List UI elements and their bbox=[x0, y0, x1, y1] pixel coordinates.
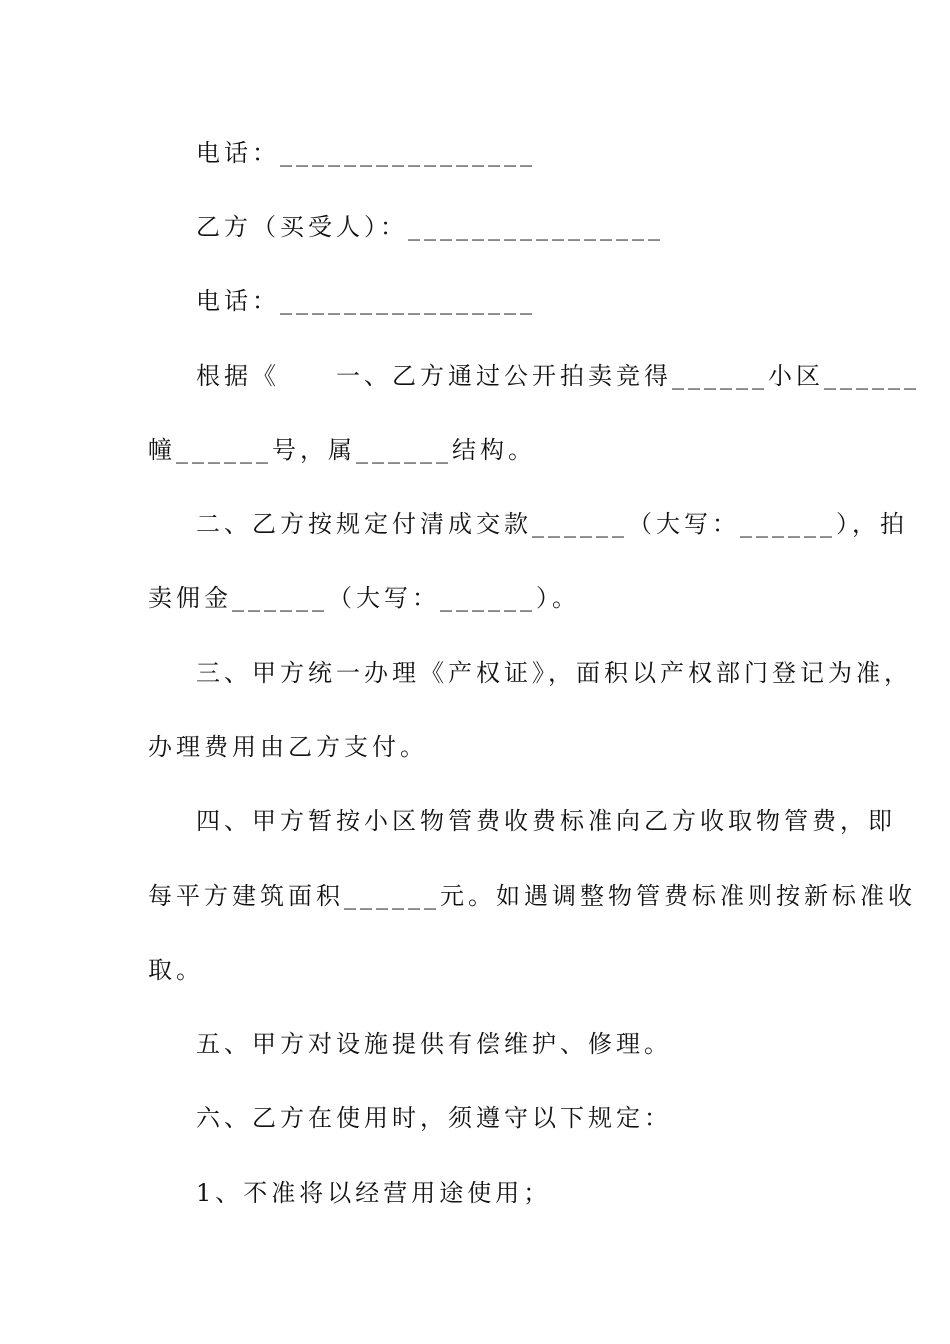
buyer-phone-line: 电话：________________ bbox=[196, 287, 536, 315]
clause-4-line-1: 四、甲方暂按小区物管费收费标准向乙方收取物管费，即 bbox=[196, 807, 896, 835]
clause-1-line-2: 幢______号，属______结构。 bbox=[148, 436, 536, 464]
clause-6-line: 六、乙方在使用时，须遵守以下规定： bbox=[196, 1104, 672, 1132]
clause-4-line-3: 取。 bbox=[148, 956, 204, 984]
clause-5-line: 五、甲方对设施提供有偿维护、修理。 bbox=[196, 1030, 672, 1058]
rule-1-line: 1、不准将以经营用途使用； bbox=[196, 1179, 552, 1207]
clause-3-line-2: 办理费用由乙方支付。 bbox=[148, 733, 428, 761]
clause-1-line-1: 根据《 一、乙方通过公开拍卖竞得______小区______ bbox=[196, 362, 920, 390]
clause-3-line-1: 三、甲方统一办理《产权证》，面积以产权部门登记为准， bbox=[196, 659, 912, 687]
clause-2-line-2: 卖佣金______（大写：______）。 bbox=[148, 584, 580, 612]
buyer-line: 乙方（买受人）：________________ bbox=[196, 213, 664, 241]
clause-2-line-1: 二、乙方按规定付清成交款______（大写：______），拍 bbox=[196, 510, 908, 538]
seller-phone-line: 电话：________________ bbox=[196, 139, 536, 167]
clause-4-line-2: 每平方建筑面积______元。如遇调整物管费标准则按新标准收 bbox=[148, 882, 916, 910]
